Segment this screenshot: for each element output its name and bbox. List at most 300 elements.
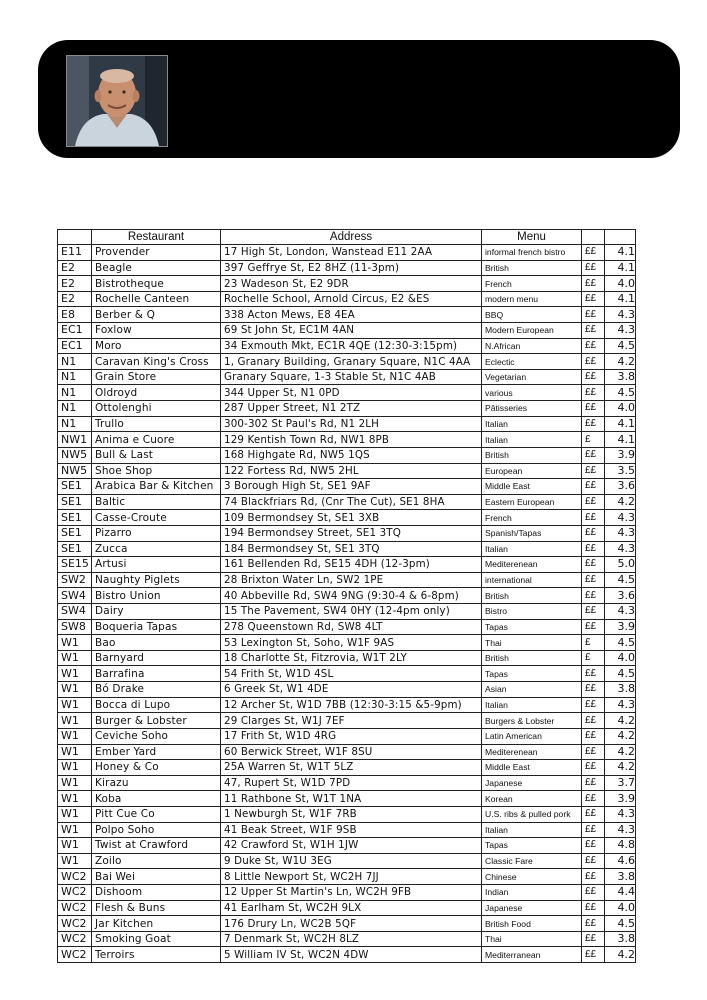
- price-cell: ££: [582, 479, 605, 495]
- rating-cell: 4.3: [605, 323, 636, 339]
- table-row: [58, 931, 636, 947]
- rating-cell: 4.1: [605, 291, 636, 307]
- rating-cell: 3.7: [605, 775, 636, 791]
- address-cell: 161 Bellenden Rd, SE15 4DH (12-3pm): [221, 557, 482, 573]
- table-row: [58, 697, 636, 713]
- postcode-cell: E2: [58, 291, 92, 307]
- address-cell: 287 Upper Street, N1 2TZ: [221, 401, 482, 417]
- table-row: [58, 916, 636, 932]
- address-cell: 41 Beak Street, W1F 9SB: [221, 822, 482, 838]
- table-row: [58, 713, 636, 729]
- table-row: [58, 323, 636, 339]
- restaurant-name-cell: Kirazu: [92, 775, 221, 791]
- menu-cell: Italian: [482, 541, 582, 557]
- price-cell: ££: [582, 369, 605, 385]
- rating-cell: 4.1: [605, 260, 636, 276]
- price-cell: £: [582, 650, 605, 666]
- menu-cell: Japanese: [482, 900, 582, 916]
- restaurant-name-cell: Burger & Lobster: [92, 713, 221, 729]
- rating-cell: 4.2: [605, 760, 636, 776]
- restaurant-name-cell: Bistro Union: [92, 588, 221, 604]
- restaurant-name-cell: Bull & Last: [92, 447, 221, 463]
- address-cell: 60 Berwick Street, W1F 8SU: [221, 744, 482, 760]
- rating-cell: 4.2: [605, 713, 636, 729]
- postcode-cell: SE1: [58, 541, 92, 557]
- menu-cell: modern menu: [482, 291, 582, 307]
- price-cell: ££: [582, 775, 605, 791]
- rating-cell: 4.5: [605, 338, 636, 354]
- rating-cell: 4.3: [605, 697, 636, 713]
- address-cell: 12 Archer St, W1D 7BB (12:30-3:15 &5-9pm): [221, 697, 482, 713]
- restaurant-name-cell: Dishoom: [92, 884, 221, 900]
- address-cell: 6 Greek St, W1 4DE: [221, 682, 482, 698]
- restaurant-name-cell: Pizarro: [92, 525, 221, 541]
- table-row: [58, 900, 636, 916]
- price-cell: ££: [582, 760, 605, 776]
- menu-cell: informal french bistro: [482, 245, 582, 261]
- rating-cell: 4.2: [605, 354, 636, 370]
- menu-cell: international: [482, 572, 582, 588]
- table-row: [58, 416, 636, 432]
- table-row: [58, 291, 636, 307]
- rating-cell: 4.0: [605, 276, 636, 292]
- table-row: [58, 401, 636, 417]
- postcode-cell: NW5: [58, 447, 92, 463]
- table-row: [58, 541, 636, 557]
- menu-cell: Vegetarian: [482, 369, 582, 385]
- postcode-cell: EC1: [58, 323, 92, 339]
- rating-cell: 4.2: [605, 947, 636, 963]
- price-cell: ££: [582, 822, 605, 838]
- menu-cell: British Food: [482, 916, 582, 932]
- restaurant-name-cell: Koba: [92, 791, 221, 807]
- menu-cell: Italian: [482, 432, 582, 448]
- menu-cell: French: [482, 510, 582, 526]
- restaurant-name-cell: Flesh & Buns: [92, 900, 221, 916]
- table-body: [58, 245, 636, 963]
- address-cell: 184 Bermondsey St, SE1 3TQ: [221, 541, 482, 557]
- postcode-cell: NW5: [58, 463, 92, 479]
- address-cell: 54 Frith St, W1D 4SL: [221, 666, 482, 682]
- address-cell: 397 Geffrye St, E2 8HZ (11-3pm): [221, 260, 482, 276]
- menu-column-header: Menu: [482, 230, 582, 245]
- postcode-cell: N1: [58, 416, 92, 432]
- address-cell: 278 Queenstown Rd, SW8 4LT: [221, 619, 482, 635]
- price-cell: ££: [582, 838, 605, 854]
- restaurant-name-cell: Ceviche Soho: [92, 728, 221, 744]
- address-cell: 338 Acton Mews, E8 4EA: [221, 307, 482, 323]
- restaurant-name-cell: Moro: [92, 338, 221, 354]
- restaurant-name-cell: Bai Wei: [92, 869, 221, 885]
- address-cell: 7 Denmark St, WC2H 8LZ: [221, 931, 482, 947]
- price-cell: £: [582, 635, 605, 651]
- address-cell: 69 St John St, EC1M 4AN: [221, 323, 482, 339]
- rating-cell: 4.5: [605, 385, 636, 401]
- menu-cell: Classic Fare: [482, 853, 582, 869]
- address-cell: Granary Square, 1-3 Stable St, N1C 4AB: [221, 369, 482, 385]
- restaurant-name-cell: Shoe Shop: [92, 463, 221, 479]
- table-row: [58, 338, 636, 354]
- price-cell: ££: [582, 947, 605, 963]
- address-cell: 11 Rathbone St, W1T 1NA: [221, 791, 482, 807]
- table-row: [58, 572, 636, 588]
- restaurant-name-cell: Jar Kitchen: [92, 916, 221, 932]
- table-row: [58, 838, 636, 854]
- table-row: [58, 385, 636, 401]
- menu-cell: Italian: [482, 822, 582, 838]
- price-cell: ££: [582, 245, 605, 261]
- postcode-cell: W1: [58, 806, 92, 822]
- postcode-cell: SE15: [58, 557, 92, 573]
- price-cell: ££: [582, 666, 605, 682]
- address-cell: 122 Fortess Rd, NW5 2HL: [221, 463, 482, 479]
- address-cell: Rochelle School, Arnold Circus, E2 &ES: [221, 291, 482, 307]
- address-cell: 8 Little Newport St, WC2H 7JJ: [221, 869, 482, 885]
- price-cell: ££: [582, 853, 605, 869]
- address-cell: 1, Granary Building, Granary Square, N1C 4AA: [221, 354, 482, 370]
- restaurant-name-cell: Trullo: [92, 416, 221, 432]
- table-row: [58, 276, 636, 292]
- address-cell: 17 Frith St, W1D 4RG: [221, 728, 482, 744]
- price-cell: ££: [582, 385, 605, 401]
- menu-cell: Mediterenean: [482, 744, 582, 760]
- menu-cell: Thai: [482, 635, 582, 651]
- postcode-cell: W1: [58, 838, 92, 854]
- postcode-cell: W1: [58, 775, 92, 791]
- menu-cell: Eastern European: [482, 494, 582, 510]
- table-row: [58, 744, 636, 760]
- postcode-cell: N1: [58, 385, 92, 401]
- price-cell: ££: [582, 806, 605, 822]
- price-cell: £: [582, 432, 605, 448]
- postcode-cell: W1: [58, 760, 92, 776]
- address-cell: 18 Charlotte St, Fitzrovia, W1T 2LY: [221, 650, 482, 666]
- restaurant-name-cell: Grain Store: [92, 369, 221, 385]
- restaurant-column-header: Restaurant: [92, 230, 221, 245]
- profile-photo: [66, 55, 168, 147]
- postcode-cell: W1: [58, 682, 92, 698]
- postcode-cell: SE1: [58, 510, 92, 526]
- menu-cell: Latin American: [482, 728, 582, 744]
- address-cell: 40 Abbeville Rd, SW4 9NG (9:30-4 & 6-8pm): [221, 588, 482, 604]
- table-row: [58, 479, 636, 495]
- price-cell: ££: [582, 791, 605, 807]
- rating-cell: 3.9: [605, 791, 636, 807]
- price-cell: ££: [582, 744, 605, 760]
- price-cell: ££: [582, 354, 605, 370]
- table-row: [58, 557, 636, 573]
- rating-cell: 3.8: [605, 869, 636, 885]
- restaurant-name-cell: Pitt Cue Co: [92, 806, 221, 822]
- menu-cell: European: [482, 463, 582, 479]
- postcode-cell: N1: [58, 401, 92, 417]
- menu-cell: Tapas: [482, 838, 582, 854]
- postcode-cell: W1: [58, 853, 92, 869]
- postcode-cell: W1: [58, 728, 92, 744]
- restaurant-name-cell: Oldroyd: [92, 385, 221, 401]
- table-row: [58, 369, 636, 385]
- address-cell: 23 Wadeson St, E2 9DR: [221, 276, 482, 292]
- price-cell: ££: [582, 697, 605, 713]
- restaurant-name-cell: Dairy: [92, 604, 221, 620]
- menu-cell: various: [482, 385, 582, 401]
- restaurant-name-cell: Artusi: [92, 557, 221, 573]
- price-cell: ££: [582, 416, 605, 432]
- rating-cell: 4.3: [605, 525, 636, 541]
- postcode-cell: W1: [58, 713, 92, 729]
- rating-cell: 4.2: [605, 744, 636, 760]
- restaurant-name-cell: Bó Drake: [92, 682, 221, 698]
- restaurant-name-cell: Bocca di Lupo: [92, 697, 221, 713]
- restaurant-name-cell: Anima e Cuore: [92, 432, 221, 448]
- postcode-cell: WC2: [58, 900, 92, 916]
- postcode-cell: W1: [58, 744, 92, 760]
- price-cell: ££: [582, 541, 605, 557]
- postcode-cell: W1: [58, 791, 92, 807]
- address-cell: 25A Warren St, W1T 5LZ: [221, 760, 482, 776]
- menu-cell: Japanese: [482, 775, 582, 791]
- address-cell: 41 Earlham St, WC2H 9LX: [221, 900, 482, 916]
- restaurant-name-cell: Bao: [92, 635, 221, 651]
- address-cell: 1 Newburgh St, W1F 7RB: [221, 806, 482, 822]
- address-cell: 17 High St, London, Wanstead E11 2AA: [221, 245, 482, 261]
- table-row: [58, 635, 636, 651]
- address-cell: 15 The Pavement, SW4 0HY (12-4pm only): [221, 604, 482, 620]
- restaurant-name-cell: Boqueria Tapas: [92, 619, 221, 635]
- price-cell: ££: [582, 401, 605, 417]
- address-cell: 9 Duke St, W1U 3EG: [221, 853, 482, 869]
- menu-cell: Spanish/Tapas: [482, 525, 582, 541]
- price-cell: ££: [582, 916, 605, 932]
- rating-cell: 3.9: [605, 447, 636, 463]
- price-cell: ££: [582, 682, 605, 698]
- restaurant-name-cell: Ember Yard: [92, 744, 221, 760]
- rating-cell: 4.5: [605, 572, 636, 588]
- address-cell: 176 Drury Ln, WC2B 5QF: [221, 916, 482, 932]
- menu-cell: Thai: [482, 931, 582, 947]
- postcode-cell: N1: [58, 369, 92, 385]
- address-cell: 129 Kentish Town Rd, NW1 8PB: [221, 432, 482, 448]
- table-row: [58, 354, 636, 370]
- table-row: [58, 650, 636, 666]
- postcode-cell: SW4: [58, 604, 92, 620]
- rating-cell: 4.5: [605, 666, 636, 682]
- restaurant-name-cell: Smoking Goat: [92, 931, 221, 947]
- rating-cell: 4.1: [605, 416, 636, 432]
- postcode-cell: E8: [58, 307, 92, 323]
- address-cell: 53 Lexington St, Soho, W1F 9AS: [221, 635, 482, 651]
- menu-cell: Burgers & Lobster: [482, 713, 582, 729]
- address-column-header: Address: [221, 230, 482, 245]
- table-row: [58, 869, 636, 885]
- restaurant-table: [57, 229, 636, 963]
- menu-cell: Bistro: [482, 604, 582, 620]
- postcode-cell: N1: [58, 354, 92, 370]
- table-row: [58, 307, 636, 323]
- address-cell: 29 Clarges St, W1J 7EF: [221, 713, 482, 729]
- postcode-cell: WC2: [58, 947, 92, 963]
- postcode-cell: SW8: [58, 619, 92, 635]
- menu-cell: Mediterranean: [482, 947, 582, 963]
- rating-cell: 4.4: [605, 884, 636, 900]
- price-cell: ££: [582, 291, 605, 307]
- rating-cell: 4.3: [605, 510, 636, 526]
- price-cell: ££: [582, 338, 605, 354]
- table-row: [58, 728, 636, 744]
- price-cell: ££: [582, 323, 605, 339]
- price-cell: ££: [582, 572, 605, 588]
- table-row: [58, 510, 636, 526]
- restaurant-name-cell: Caravan King's Cross: [92, 354, 221, 370]
- menu-cell: British: [482, 588, 582, 604]
- table-row: [58, 775, 636, 791]
- restaurant-name-cell: Barnyard: [92, 650, 221, 666]
- table-row: [58, 260, 636, 276]
- table-row: [58, 604, 636, 620]
- price-cell: ££: [582, 557, 605, 573]
- menu-cell: British: [482, 260, 582, 276]
- table-row: [58, 463, 636, 479]
- rating-cell: 3.8: [605, 682, 636, 698]
- rating-cell: 4.3: [605, 806, 636, 822]
- rating-cell: 5.0: [605, 557, 636, 573]
- postcode-cell: W1: [58, 666, 92, 682]
- address-cell: 42 Crawford St, W1H 1JW: [221, 838, 482, 854]
- price-cell: ££: [582, 713, 605, 729]
- menu-cell: Korean: [482, 791, 582, 807]
- postcode-cell: W1: [58, 635, 92, 651]
- menu-cell: Tapas: [482, 666, 582, 682]
- address-cell: 34 Exmouth Mkt, EC1R 4QE (12:30-3:15pm): [221, 338, 482, 354]
- price-cell: ££: [582, 900, 605, 916]
- restaurant-name-cell: Ottolenghi: [92, 401, 221, 417]
- address-cell: 3 Borough High St, SE1 9AF: [221, 479, 482, 495]
- rating-cell: 4.6: [605, 853, 636, 869]
- rating-cell: 3.9: [605, 619, 636, 635]
- table-row: [58, 245, 636, 261]
- postcode-cell: SE1: [58, 479, 92, 495]
- price-cell: ££: [582, 931, 605, 947]
- postcode-cell: WC2: [58, 931, 92, 947]
- postcode-cell: E11: [58, 245, 92, 261]
- header-row: [58, 230, 636, 245]
- restaurant-name-cell: Polpo Soho: [92, 822, 221, 838]
- table-row: [58, 791, 636, 807]
- postcode-cell: SE1: [58, 525, 92, 541]
- rating-cell: 4.3: [605, 822, 636, 838]
- postcode-cell: W1: [58, 697, 92, 713]
- menu-cell: Italian: [482, 697, 582, 713]
- address-cell: 47, Rupert St, W1D 7PD: [221, 775, 482, 791]
- price-cell: ££: [582, 588, 605, 604]
- price-cell: ££: [582, 619, 605, 635]
- postcode-cell: SE1: [58, 494, 92, 510]
- price-cell: ££: [582, 494, 605, 510]
- menu-cell: Tapas: [482, 619, 582, 635]
- rating-cell: 3.5: [605, 463, 636, 479]
- restaurant-name-cell: Naughty Piglets: [92, 572, 221, 588]
- rating-cell: 4.8: [605, 838, 636, 854]
- menu-cell: Asian: [482, 682, 582, 698]
- rating-cell: 4.5: [605, 635, 636, 651]
- rating-cell: 4.3: [605, 604, 636, 620]
- postcode-cell: W1: [58, 650, 92, 666]
- restaurant-name-cell: Casse-Croute: [92, 510, 221, 526]
- menu-cell: Chinese: [482, 869, 582, 885]
- rating-cell: 3.6: [605, 588, 636, 604]
- restaurant-name-cell: Rochelle Canteen: [92, 291, 221, 307]
- restaurant-name-cell: Foxlow: [92, 323, 221, 339]
- restaurant-name-cell: Arabica Bar & Kitchen: [92, 479, 221, 495]
- price-cell: ££: [582, 510, 605, 526]
- rating-cell: 4.0: [605, 650, 636, 666]
- rating-cell: 3.8: [605, 931, 636, 947]
- menu-cell: N.African: [482, 338, 582, 354]
- price-cell: ££: [582, 525, 605, 541]
- address-cell: 168 Highgate Rd, NW5 1QS: [221, 447, 482, 463]
- restaurant-name-cell: Bistrotheque: [92, 276, 221, 292]
- rating-cell: 4.2: [605, 494, 636, 510]
- table-row: [58, 619, 636, 635]
- address-cell: 300-302 St Paul's Rd, N1 2LH: [221, 416, 482, 432]
- price-cell: ££: [582, 447, 605, 463]
- table-row: [58, 760, 636, 776]
- menu-cell: Middle East: [482, 760, 582, 776]
- price-cell: ££: [582, 260, 605, 276]
- table-row: [58, 525, 636, 541]
- table-row: [58, 588, 636, 604]
- address-cell: 344 Upper St, N1 0PD: [221, 385, 482, 401]
- rating-cell: 4.3: [605, 307, 636, 323]
- postcode-cell: WC2: [58, 869, 92, 885]
- menu-cell: Modern European: [482, 323, 582, 339]
- rating-cell: 4.1: [605, 245, 636, 261]
- restaurant-name-cell: Zoilo: [92, 853, 221, 869]
- table-row: [58, 853, 636, 869]
- menu-cell: Indian: [482, 884, 582, 900]
- rating-cell: 4.2: [605, 728, 636, 744]
- menu-cell: Pâtisseries: [482, 401, 582, 417]
- table-row: [58, 666, 636, 682]
- price-cell: ££: [582, 604, 605, 620]
- address-cell: 194 Bermondsey Street, SE1 3TQ: [221, 525, 482, 541]
- table-row: [58, 447, 636, 463]
- price-cell: ££: [582, 869, 605, 885]
- postcode-cell: SW4: [58, 588, 92, 604]
- address-cell: 5 William IV St, WC2N 4DW: [221, 947, 482, 963]
- postcode-cell: WC2: [58, 916, 92, 932]
- postcode-cell: E2: [58, 260, 92, 276]
- table-row: [58, 806, 636, 822]
- table-row: [58, 494, 636, 510]
- address-cell: 109 Bermondsey St, SE1 3XB: [221, 510, 482, 526]
- postcode-cell: E2: [58, 276, 92, 292]
- menu-cell: U.S. ribs & pulled pork: [482, 806, 582, 822]
- restaurant-name-cell: Terroirs: [92, 947, 221, 963]
- code-column-header: [58, 230, 92, 245]
- rating-cell: 4.5: [605, 916, 636, 932]
- price-cell: ££: [582, 728, 605, 744]
- postcode-cell: EC1: [58, 338, 92, 354]
- rating-cell: 4.1: [605, 432, 636, 448]
- restaurant-name-cell: Twist at Crawford: [92, 838, 221, 854]
- price-cell: ££: [582, 884, 605, 900]
- menu-cell: Italian: [482, 416, 582, 432]
- restaurant-name-cell: Provender: [92, 245, 221, 261]
- address-cell: 28 Brixton Water Ln, SW2 1PE: [221, 572, 482, 588]
- menu-cell: Mediterenean: [482, 557, 582, 573]
- postcode-cell: WC2: [58, 884, 92, 900]
